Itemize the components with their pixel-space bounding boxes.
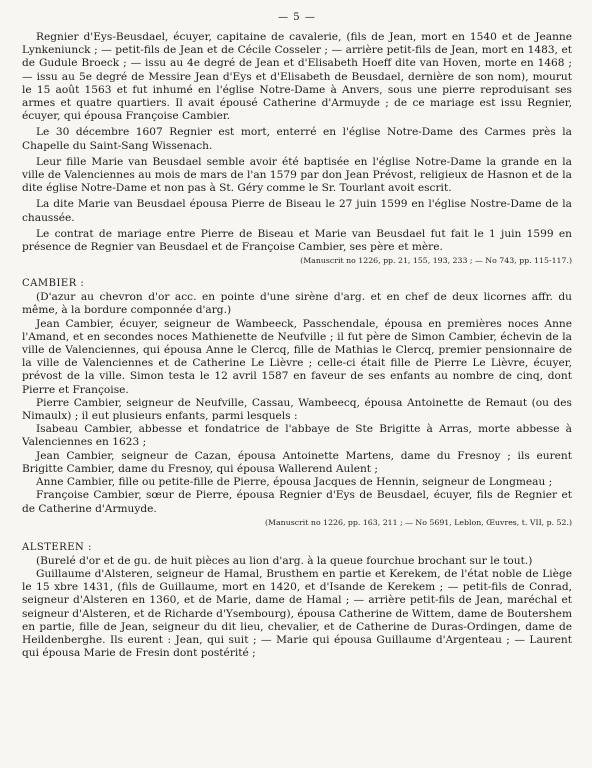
paragraph: Anne Cambier, fille ou petite-fille de Pierre, épousa Jacques de Hennin, seigneur de Longmeau ;: [36, 476, 553, 489]
paragraph: Le contrat de mariage entre Pierre de Biseau et Marie van Beusdael fut fait le 1 juin 1599 en présence de Regnier van Beusdael et de Françoise Cambier, ses père et mère.: [22, 227, 572, 254]
section-heading-alsteren: ALSTEREN :: [22, 541, 92, 553]
paragraph: Guillaume d'Alsteren, seigneur de Hamal, Brusthem en partie et Kerekem, de l'état noble de Liège le 15 xbre 1431, (fils de Guillaume, mort en 1420, et d'Isande de Kerekem ; — petit-fils de Conrad, seigneur d'Alsteren en 1360, et de Marie, dame de Hamal ; — arrière petit-fils de Jean, maréchal et seigneur d'Alsteren, et de Richarde d'Ysembourg), épousa Catherine de Wittem, dame de Boutershem en partie, fille de Jean, seigneur du dit lieu, chevalier, et de Catherine de Duras-Ordingen, dame de Heildenberghe. Ils eurent : Jean, qui suit ; — Marie qui épousa Guillaume d'Argenteau ; — Laurent qui épousa Marie de Fresin dont postérité ;: [22, 567, 572, 660]
section-heading-cambier: CAMBIER :: [22, 278, 85, 290]
paragraph: Leur fille Marie van Beusdael semble avoir été baptisée en l'église Notre-Dame la grande en la ville de Valenciennes au mois de mars de l'an 1579 par don Jean Prévost, religieux de Hasnon et de la dite église Notre-Dame et non pas à St. Géry comme le Sr. Tourlant avoit escrit.: [22, 155, 572, 195]
blazon-paragraph: (Burelé d'or et de gu. de huit pièces au lion d'arg. à la queue fourchue brochant sur le tout.): [36, 554, 533, 567]
reference-note: (Manuscrit no 1226, pp. 21, 155, 193, 233 ; — No 743, pp. 115-117.): [300, 256, 572, 266]
page-number: — 5 —: [278, 12, 316, 23]
section-cambier: [22, 278, 572, 527]
paragraph: Françoise Cambier, sœur de Pierre, épousa Regnier d'Eys de Beusdael, écuyer, fils de Regnier et de Catherine d'Armuyde.: [22, 489, 572, 515]
paragraph: Le 30 décembre 1607 Regnier est mort, enterré en l'église Notre-Dame des Carmes près la Chapelle du Saint-Sang Wissenach.: [22, 126, 572, 152]
reference-note: (Manuscrit no 1226, pp. 163, 211 ; — No 5691, Leblon, Œuvres, t. VII, p. 52.): [265, 517, 572, 527]
section-eys-beusdael: [22, 31, 572, 266]
paragraph: Jean Cambier, écuyer, seigneur de Wambeeck, Passchendale, épousa en premières noces Anne l'Amand, et en secondes noces Mathienette de Neufville ; il fut père de Simon Cambier, échevin de la ville de Valenciennes, qui épousa Anne le Clercq, fille de Mathias le Clercq, premier pensionnaire de la ville de Valenciennes et de Catherine Le Lièvre ; celle-ci était fille de Pierre Le Lièvre, écuyer, prévost de la ville. Simon testa le 12 avril 1587 en faveur de ses enfants au nombre de cinq, dont Pierre et Françoise.: [22, 317, 572, 396]
paragraph: Isabeau Cambier, abbesse et fondatrice de l'abbaye de Ste Brigitte à Arras, morte abbesse à Valenciennes en 1623 ;: [22, 423, 572, 449]
blazon-paragraph: (D'azur au chevron d'or acc. en pointe d'une sirène d'arg. et en chef de deux licornes affr. du même, à la bordure componnée d'arg.): [22, 291, 572, 317]
section-alsteren: [22, 542, 572, 661]
paragraph: Pierre Cambier, seigneur de Neufville, Cassau, Wambeecq, épousa Antoinette de Remaut (ou des Nimaulx) ; il eut plusieurs enfants, parmi lesquels :: [22, 396, 572, 423]
paragraph: Regnier d'Eys-Beusdael, écuyer, capitaine de cavalerie, (fils de Jean, mort en 1540 et de Jeanne Lynkeniunck ; — petit-fils de Jean et de Cécile Cosseler ; — arrière petit-fils de Jean, mort en 1483, et de Gudule Broeck ; — issu au 4e degré de Jean et d'Elisabeth Hoeff dite van Hoven, morte en 1468 ; — issu au 5e degré de Messire Jean d'Eys et d'Elisabeth de Beusdael, dernière de son nom), mourut le 15 août 1563 et fut inhumé en l'église Notre-Dame à Anvers, sous une pierre reproduisant ses armes et quatre quartiers. Il avait épousé Catherine d'Armuyde ; de ce mariage est issu Regnier, écuyer, qui épousa Françoise Cambier.: [22, 31, 572, 123]
paragraph: La dite Marie van Beusdael épousa Pierre de Biseau le 27 juin 1599 en l'église Nostre-Dame de la chaussée.: [22, 198, 572, 224]
paragraph: Jean Cambier, seigneur de Cazan, épousa Antoinette Martens, dame du Fresnoy ; ils eurent Brigitte Cambier, dame du Fresnoy, qui épousa Wallerend Aulent ;: [22, 449, 572, 475]
